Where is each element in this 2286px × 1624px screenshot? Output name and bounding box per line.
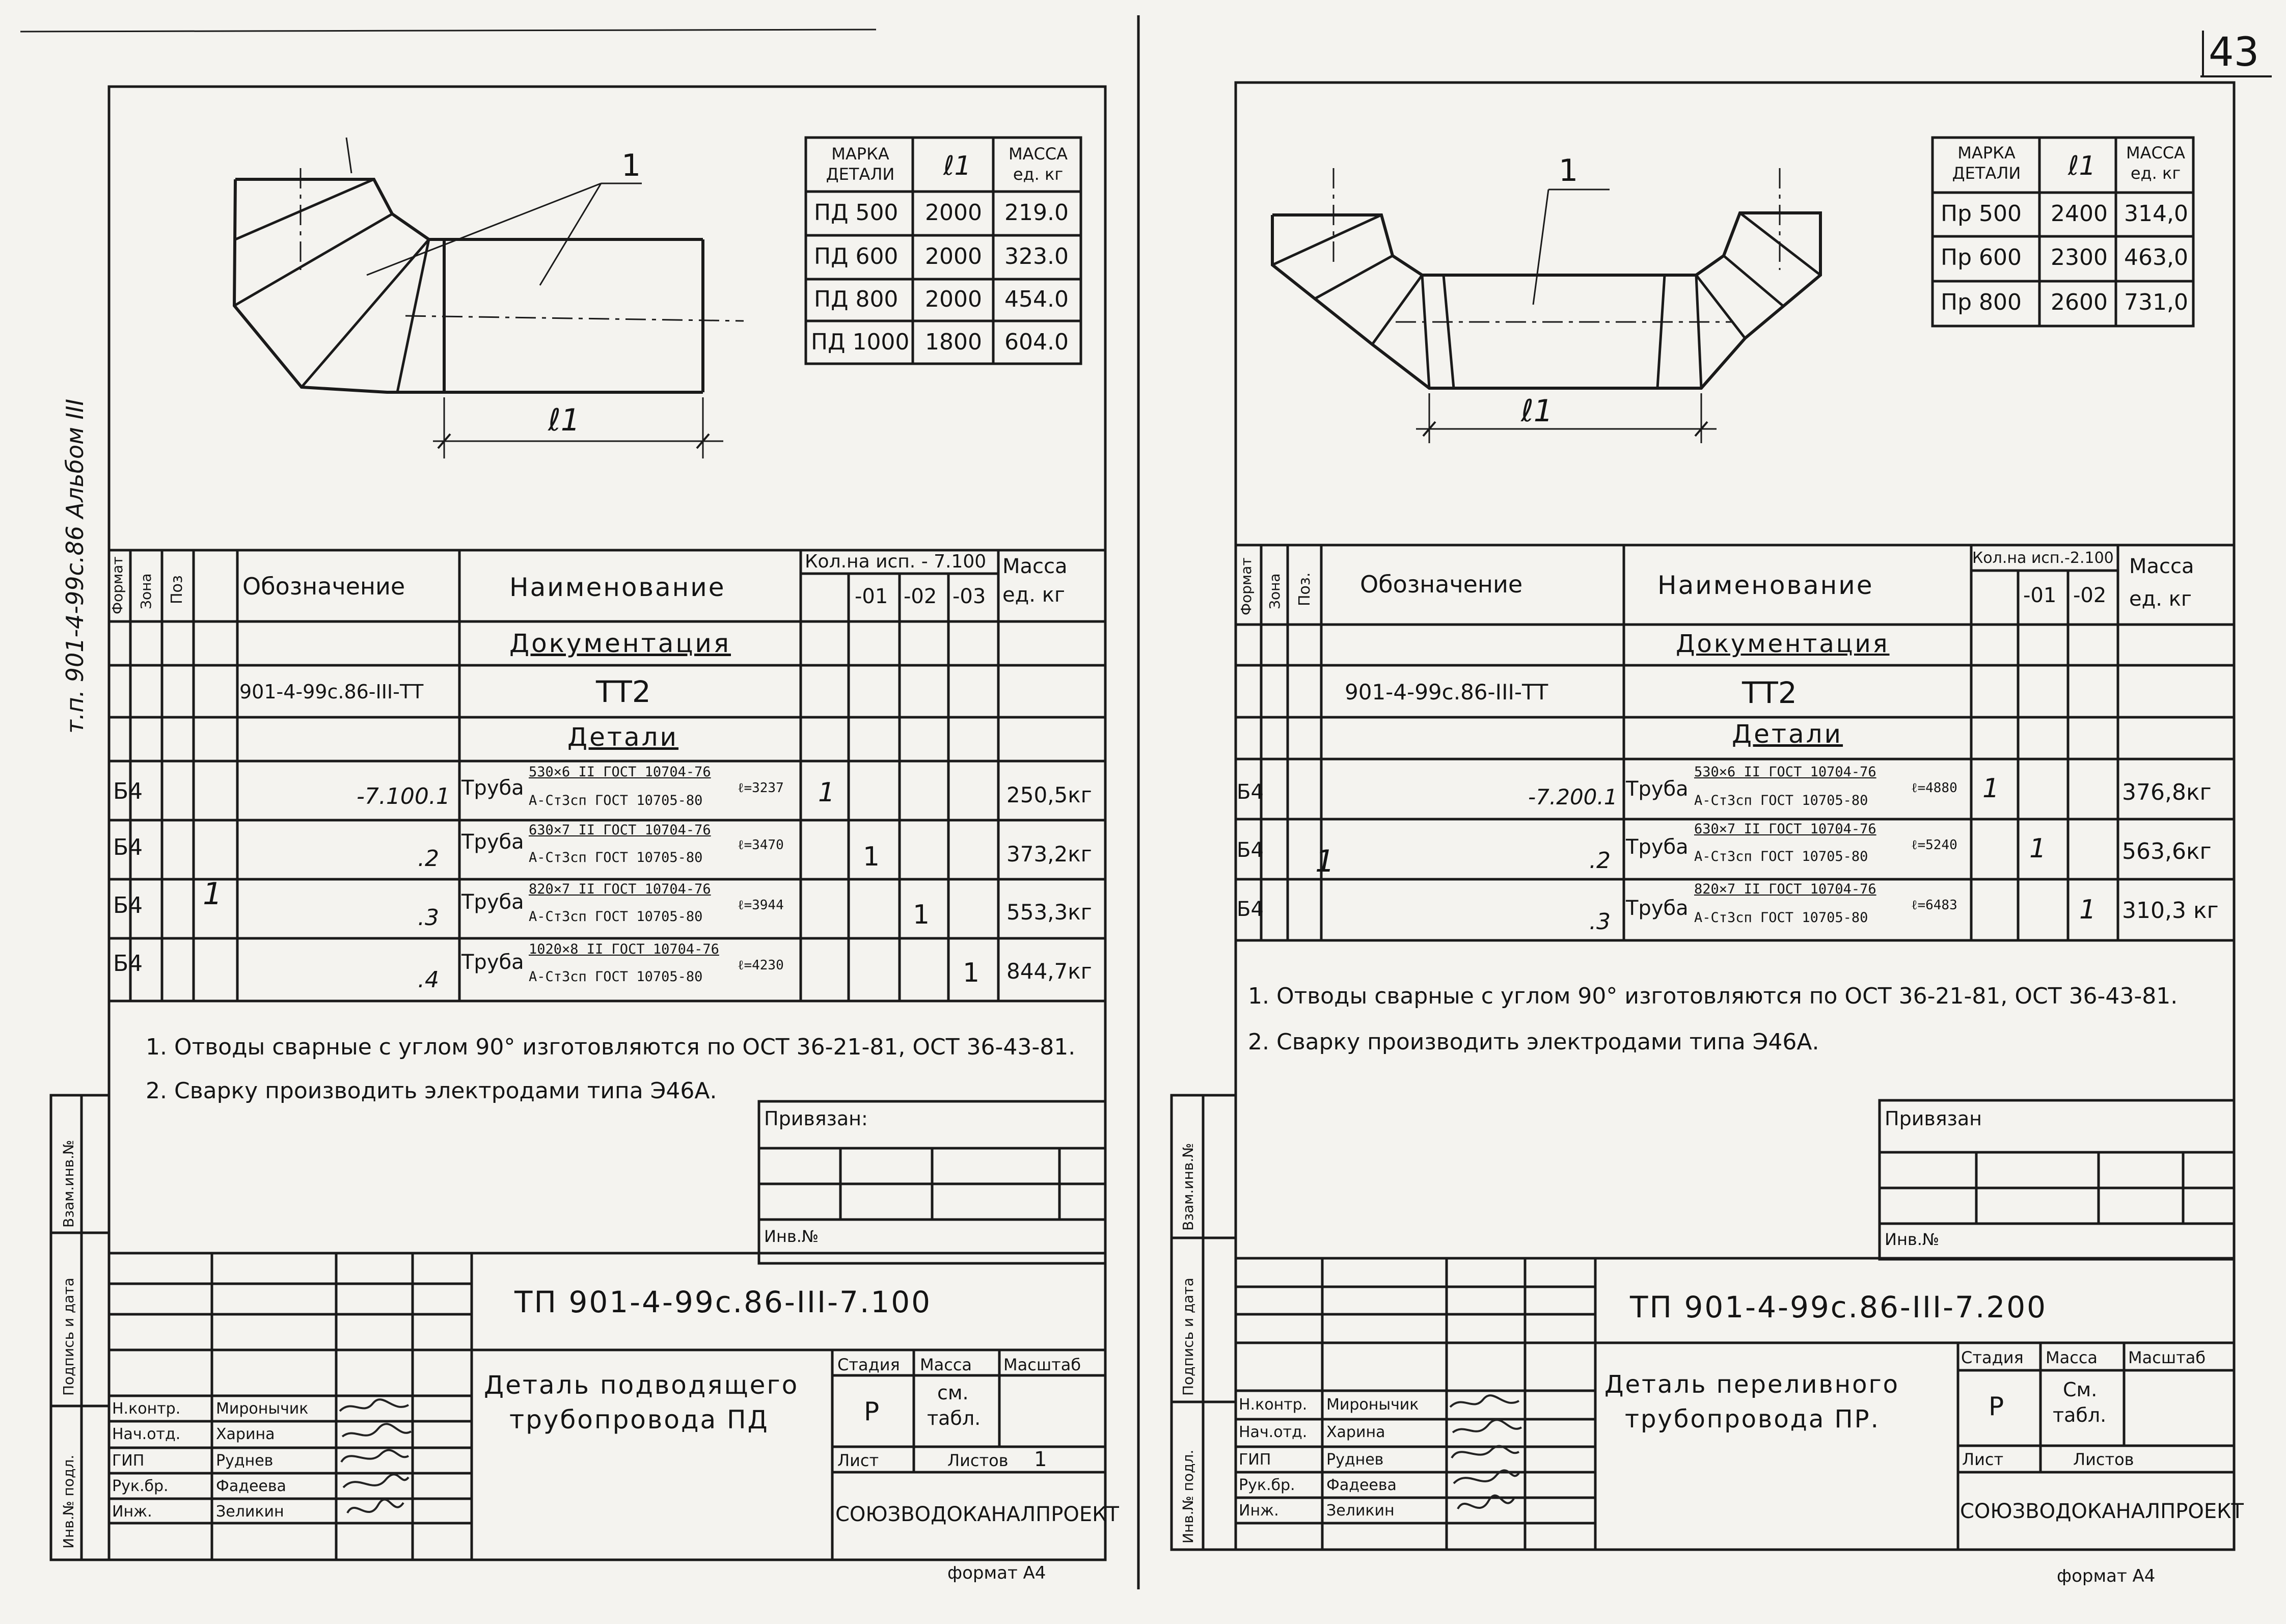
side-label-vzam-inv-2: Взам.инв.№ bbox=[1180, 1143, 1196, 1231]
spec-row-3-designation-2: .3 bbox=[1589, 909, 1611, 935]
spec-header-exec-01-2: -01 bbox=[2023, 584, 2057, 607]
spec-row-1-mass-2: 376,8кг bbox=[2122, 779, 2212, 805]
spec-row-1-top: 530×6 II ГОСТ 10704-76 bbox=[529, 764, 711, 780]
people-name-5: Зеликин bbox=[216, 1503, 284, 1521]
spec-row-2-bottom-2: А-Ст3сп ГОСТ 10705-80 bbox=[1694, 849, 1868, 864]
inv-no-label-2: Инв.№ bbox=[1885, 1230, 1940, 1249]
people-role-3: ГИП bbox=[112, 1452, 145, 1470]
mark-row-4-mass: 604.0 bbox=[1004, 329, 1069, 355]
privyazan-label-2: Привязан bbox=[1885, 1107, 1982, 1130]
people-name-3-2: Руднев bbox=[1326, 1451, 1384, 1469]
section-details-2: Детали bbox=[1732, 719, 1843, 749]
side-label-inv-podl-2: Инв.№ подл. bbox=[1180, 1449, 1196, 1544]
spec-row-2-length-2: ℓ=5240 bbox=[1911, 837, 1957, 853]
format-label-right: формат А4 bbox=[2057, 1566, 2156, 1586]
spec-row-1-bottom-2: А-Ст3сп ГОСТ 10705-80 bbox=[1694, 793, 1868, 808]
spec-row-1-designation-2: -7.200.1 bbox=[1528, 784, 1618, 809]
spec-header-mass-2: Масса ед. кг bbox=[2129, 555, 2194, 611]
mark-row-2-marka: ПД 600 bbox=[814, 243, 899, 269]
spec-header-qty: Кол.на исп. - 7.100 bbox=[805, 551, 987, 572]
spec-row-4-name: Труба bbox=[461, 951, 524, 974]
dimension-label-2: ℓ1 bbox=[1521, 393, 1553, 429]
spec-header-zone: Зона bbox=[138, 573, 154, 609]
spec-header-qty-2: Кол.на исп.-2.100 bbox=[1972, 549, 2114, 567]
spec-row-3-format: Б4 bbox=[113, 892, 143, 918]
dimension-label: ℓ1 bbox=[548, 402, 580, 438]
format-label-left: формат А4 bbox=[947, 1563, 1046, 1583]
spec-pos-value: 1 bbox=[203, 876, 223, 912]
note-1-2: 1. Отводы сварные с углом 90° изготовляются по ОСТ 36-21-81, ОСТ 36-43-81. bbox=[1248, 983, 2178, 1009]
spec-row-3-top: 820×7 II ГОСТ 10704-76 bbox=[529, 881, 711, 897]
people-name-2-2: Харина bbox=[1326, 1423, 1385, 1441]
mark-row-2-l1: 2000 bbox=[925, 243, 982, 269]
mark-row-3-marka-2: Пр 800 bbox=[1941, 289, 2022, 315]
people-role-1-2: Н.контр. bbox=[1239, 1396, 1308, 1414]
title-sheet-header-2: Лист bbox=[1962, 1450, 2004, 1469]
spec-row-1-format-2: Б4 bbox=[1237, 780, 1264, 804]
people-name-2: Харина bbox=[216, 1425, 275, 1443]
doc-name: ТТ2 bbox=[596, 674, 651, 709]
people-name-4-2: Фадеева bbox=[1326, 1476, 1397, 1494]
title-mass-value-2-2: табл. bbox=[2053, 1404, 2107, 1426]
title-scale-header: Масштаб bbox=[1003, 1355, 1081, 1374]
people-role-1: Н.контр. bbox=[112, 1400, 181, 1418]
section-docs-2: Документация bbox=[1676, 630, 1890, 658]
doc-designation-2: 901-4-99с.86-III-ТТ bbox=[1345, 680, 1548, 705]
people-role-5-2: Инж. bbox=[1239, 1502, 1279, 1520]
spec-header-exec-02-2: -02 bbox=[2073, 584, 2107, 607]
spec-header-designation-2: Обозначение bbox=[1360, 571, 1523, 598]
people-name-1-2: Миронычик bbox=[1326, 1396, 1419, 1414]
spec-header-format: Формат bbox=[109, 556, 126, 614]
people-name-3: Руднев bbox=[216, 1452, 274, 1470]
spec-row-2-top: 630×7 II ГОСТ 10704-76 bbox=[529, 822, 711, 838]
spec-row-2-name-2: Труба bbox=[1626, 835, 1689, 859]
spec-row-2-format-2: Б4 bbox=[1237, 838, 1264, 862]
doc-designation: 901-4-99с.86-III-ТТ bbox=[239, 681, 424, 703]
title-organization-2: СОЮЗВОДОКАНАЛПРОЕКТ bbox=[1960, 1500, 2244, 1523]
title-stage-value-2: Р bbox=[1989, 1392, 2004, 1421]
spec-header-format-2: Формат bbox=[1238, 557, 1255, 615]
spec-header-name: Наименование bbox=[509, 573, 726, 602]
people-role-5: Инж. bbox=[112, 1503, 152, 1521]
spec-row-1-name: Труба bbox=[461, 776, 524, 800]
spec-header-exec-01: -01 bbox=[855, 585, 888, 608]
spec-header-pos: Поз bbox=[168, 575, 186, 604]
note-2: 2. Сварку производить электродами типа Э46А. bbox=[146, 1078, 717, 1104]
side-label-signature-date: Подпись и дата bbox=[60, 1278, 77, 1396]
mark-row-1-mass: 219.0 bbox=[1004, 200, 1069, 226]
spec-row-1-name-2: Труба bbox=[1626, 777, 1689, 801]
title-sheets-value: 1 bbox=[1034, 1448, 1047, 1471]
title-sheet-header: Лист bbox=[837, 1451, 879, 1470]
album-caption: т.п. 901-4-99с.86 Альбом III bbox=[61, 398, 89, 734]
spec-row-1-qty-2: 1 bbox=[1982, 773, 2000, 804]
spec-row-1-length: ℓ=3237 bbox=[738, 780, 784, 796]
spec-row-4-length: ℓ=4230 bbox=[738, 958, 784, 973]
mark-header-marka-2: МАРКА ДЕТАЛИ bbox=[1952, 143, 2021, 183]
spec-row-3-name-2: Труба bbox=[1626, 897, 1689, 920]
page-number: 43 bbox=[2209, 30, 2260, 75]
spec-row-1-format: Б4 bbox=[113, 778, 143, 804]
spec-header-exec-02: -02 bbox=[904, 585, 937, 608]
spec-header-designation: Обозначение bbox=[242, 573, 405, 600]
title-line-1-2: Деталь переливного bbox=[1604, 1370, 1900, 1399]
spec-row-3-qty: 1 bbox=[913, 900, 930, 930]
privyazan-label: Привязан: bbox=[764, 1107, 868, 1130]
spec-row-2-mass: 373,2кг bbox=[1006, 842, 1092, 867]
signatures-left bbox=[337, 1396, 414, 1528]
mark-row-3-l1-2: 2600 bbox=[2051, 289, 2108, 315]
title-scale-header-2: Масштаб bbox=[2128, 1348, 2206, 1367]
title-code-2: ТП 901-4-99с.86-III-7.200 bbox=[1630, 1290, 2048, 1324]
title-mass-value-2: табл. bbox=[927, 1407, 981, 1429]
mark-row-1-l1: 2000 bbox=[925, 200, 982, 226]
spec-row-4-designation: .4 bbox=[418, 967, 439, 993]
spec-row-4-bottom: А-Ст3сп ГОСТ 10705-80 bbox=[529, 969, 703, 985]
side-label-signature-date-2: Подпись и дата bbox=[1180, 1278, 1196, 1396]
title-code: ТП 901-4-99с.86-III-7.100 bbox=[514, 1285, 932, 1319]
spec-header-exec-03: -03 bbox=[953, 585, 986, 608]
mark-header-l1-2: ℓ1 bbox=[2068, 151, 2096, 181]
mark-header-mass: МАССА ед. кг bbox=[1008, 144, 1068, 184]
title-sheets-header-2: Листов bbox=[2073, 1450, 2134, 1469]
spec-row-3-qty-2: 1 bbox=[2079, 895, 2097, 925]
title-stage-value: Р bbox=[864, 1397, 880, 1426]
spec-row-4-mass: 844,7кг bbox=[1006, 959, 1092, 984]
mark-row-4-marka: ПД 1000 bbox=[811, 329, 910, 355]
spec-row-2-mass-2: 563,6кг bbox=[2122, 838, 2212, 864]
spec-row-3-name: Труба bbox=[461, 890, 524, 914]
mark-row-1-marka: ПД 500 bbox=[814, 200, 899, 226]
mark-row-2-mass-2: 463,0 bbox=[2124, 245, 2188, 270]
mark-row-1-marka-2: Пр 500 bbox=[1941, 201, 2022, 227]
spec-row-2-top-2: 630×7 II ГОСТ 10704-76 bbox=[1694, 821, 1876, 837]
people-name-4: Фадеева bbox=[216, 1477, 286, 1495]
side-label-inv-podl: Инв.№ подл. bbox=[60, 1454, 77, 1549]
spec-row-3-length: ℓ=3944 bbox=[738, 898, 784, 913]
spec-row-2-qty-2: 1 bbox=[2029, 833, 2047, 864]
people-name-1: Миронычик bbox=[216, 1400, 309, 1418]
spec-header-pos-2: Поз. bbox=[1296, 572, 1314, 606]
title-stage-header: Стадия bbox=[837, 1355, 900, 1374]
spec-row-3-format-2: Б4 bbox=[1237, 898, 1264, 921]
doc-name-2: ТТ2 bbox=[1742, 675, 1797, 710]
spec-row-4-qty: 1 bbox=[963, 958, 980, 988]
leader-label: 1 bbox=[621, 148, 641, 183]
title-mass-header: Масса bbox=[920, 1355, 972, 1374]
spec-row-3-bottom: А-Ст3сп ГОСТ 10705-80 bbox=[529, 909, 703, 925]
spec-row-3-designation: .3 bbox=[418, 905, 439, 931]
mark-header-marka: МАРКА ДЕТАЛИ bbox=[826, 144, 895, 184]
spec-row-2-name: Труба bbox=[461, 830, 524, 854]
spec-row-1-qty: 1 bbox=[818, 777, 835, 808]
title-mass-value-1: см. bbox=[937, 1382, 969, 1404]
mark-row-2-l1-2: 2300 bbox=[2051, 245, 2108, 270]
spec-pos-value-2: 1 bbox=[1315, 844, 1335, 879]
people-name-5-2: Зеликин bbox=[1326, 1502, 1395, 1520]
inv-no-label: Инв.№ bbox=[764, 1227, 819, 1246]
title-stage-header-2: Стадия bbox=[1961, 1348, 2024, 1367]
spec-row-1-length-2: ℓ=4880 bbox=[1911, 780, 1957, 796]
title-sheets-header: Листов bbox=[947, 1451, 1009, 1470]
mark-row-2-marka-2: Пр 600 bbox=[1941, 245, 2022, 270]
side-label-vzam-inv: Взам.инв.№ bbox=[60, 1140, 77, 1228]
spec-row-1-designation: -7.100.1 bbox=[357, 783, 450, 809]
spec-row-2-designation: .2 bbox=[418, 846, 439, 872]
mark-row-1-mass-2: 314,0 bbox=[2124, 201, 2188, 227]
mark-row-3-l1: 2000 bbox=[925, 286, 982, 312]
spec-row-4-format: Б4 bbox=[113, 951, 143, 977]
mark-header-mass-2: МАССА ед. кг bbox=[2126, 143, 2186, 183]
spec-row-2-qty: 1 bbox=[863, 842, 880, 872]
mark-row-2-mass: 323.0 bbox=[1004, 243, 1069, 269]
section-docs: Документация bbox=[509, 629, 731, 658]
spec-row-1-top-2: 530×6 II ГОСТ 10704-76 bbox=[1694, 764, 1876, 780]
mark-row-1-l1-2: 2400 bbox=[2051, 201, 2108, 227]
mark-row-4-l1: 1800 bbox=[925, 329, 982, 355]
mark-row-3-mass-2: 731,0 bbox=[2124, 289, 2188, 315]
spec-row-3-length-2: ℓ=6483 bbox=[1911, 898, 1957, 913]
leader-label-2: 1 bbox=[1559, 153, 1579, 188]
title-mass-header-2: Масса bbox=[2046, 1348, 2098, 1367]
mark-header-l1: ℓ1 bbox=[943, 151, 971, 181]
signatures-right bbox=[1448, 1392, 1524, 1524]
spec-row-3-mass-2: 310,3 кг bbox=[2122, 898, 2219, 924]
mark-row-3-mass: 454.0 bbox=[1004, 286, 1069, 312]
spec-header-name-2: Наименование bbox=[1657, 571, 1874, 600]
people-role-4-2: Рук.бр. bbox=[1239, 1476, 1295, 1494]
spec-row-3-top-2: 820×7 II ГОСТ 10704-76 bbox=[1694, 881, 1876, 897]
title-organization: СОЮЗВОДОКАНАЛПРОЕКТ bbox=[835, 1503, 1119, 1526]
mark-row-3-marka: ПД 800 bbox=[814, 286, 899, 312]
spec-header-zone-2: Зона bbox=[1266, 573, 1283, 609]
spec-row-1-mass: 250,5кг bbox=[1006, 782, 1092, 807]
spec-header-mass: Масса ед. кг bbox=[1002, 555, 1068, 607]
note-2-2: 2. Сварку производить электродами типа Э46А. bbox=[1248, 1029, 1819, 1055]
spec-row-2-format: Б4 bbox=[113, 834, 143, 860]
title-line-1: Деталь подводящего bbox=[484, 1370, 799, 1400]
title-line-2-2: трубопровода ПР. bbox=[1625, 1405, 1880, 1433]
people-role-3-2: ГИП bbox=[1239, 1451, 1271, 1469]
spec-row-2-designation-2: .2 bbox=[1589, 848, 1611, 874]
spec-row-1-bottom: А-Ст3сп ГОСТ 10705-80 bbox=[529, 793, 703, 808]
title-mass-value-1-2: См. bbox=[2063, 1378, 2098, 1401]
spec-row-4-top: 1020×8 II ГОСТ 10704-76 bbox=[529, 941, 719, 957]
note-1: 1. Отводы сварные с углом 90° изготовляются по ОСТ 36-21-81, ОСТ 36-43-81. bbox=[146, 1034, 1076, 1060]
section-details: Детали bbox=[567, 722, 679, 752]
spec-row-2-length: ℓ=3470 bbox=[738, 837, 784, 853]
people-role-2: Нач.отд. bbox=[112, 1425, 181, 1443]
people-role-2-2: Нач.отд. bbox=[1239, 1423, 1308, 1441]
people-role-4: Рук.бр. bbox=[112, 1477, 169, 1495]
spec-row-3-bottom-2: А-Ст3сп ГОСТ 10705-80 bbox=[1694, 910, 1868, 926]
title-line-2: трубопровода ПД bbox=[509, 1405, 769, 1434]
spec-row-3-mass: 553,3кг bbox=[1006, 900, 1092, 925]
spec-row-2-bottom: А-Ст3сп ГОСТ 10705-80 bbox=[529, 850, 703, 865]
